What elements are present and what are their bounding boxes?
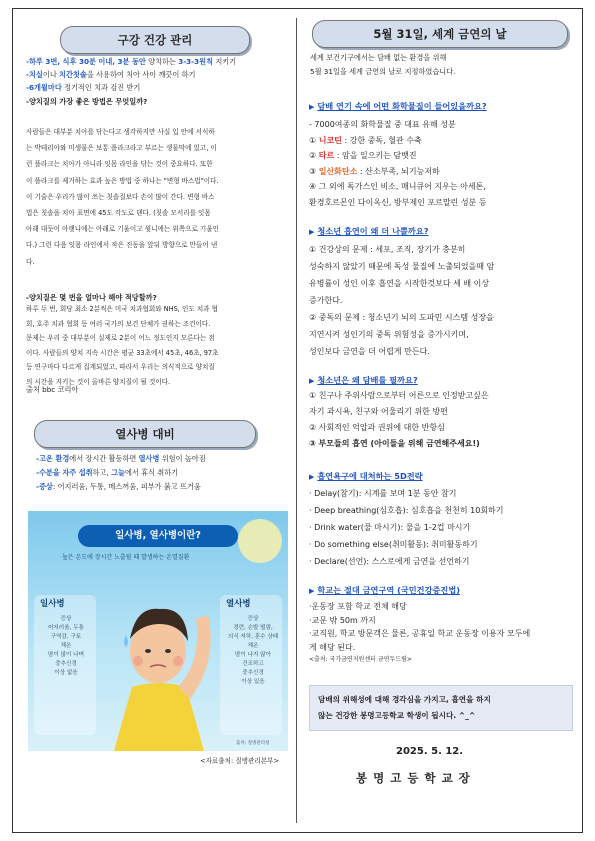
school-rule-line: ·교직원, 학교 방문객은 물론, 공휴일 학교 운동장 이용자 모두에: [309, 629, 531, 638]
heatstroke-symptom: 건조하고: [242, 661, 264, 667]
school-source: <출처: 국가금연지원센터 금연두드림>: [309, 656, 412, 663]
heat-tip-2-b: 하고,: [92, 468, 112, 477]
triangle-icon: ▶: [309, 377, 315, 385]
sunstroke-label: 일사병: [40, 599, 65, 609]
chemical-line: [309, 196, 487, 210]
heatstroke-symptom: 증상: [247, 616, 259, 622]
oral-tip-2-rest: 이나: [42, 70, 60, 79]
sunstroke-symptom: 땀이 많이 나며: [48, 652, 84, 658]
oral-tip-3-hl: -6개월마다: [26, 83, 62, 92]
school-rule-line: 게 해당 된다.: [309, 642, 356, 652]
heatstroke-symptom: 이상 있음: [241, 679, 265, 685]
heatstroke-title-text: 열사병 대비: [115, 427, 175, 441]
strategy-5d-line: · Declare(선언): 스스로에게 금연을 선언하기: [309, 557, 470, 566]
question-brushing-method: -양치질의 가장 좋은 방법은 무엇일까?: [26, 97, 148, 106]
youth-harm-line: ① 건강상의 문제 : 세포, 조직, 장기가 충분히: [309, 245, 466, 254]
chemical-line-post: : 암을 일으키는 담뱃진: [334, 151, 417, 160]
paragraph1-line: 사람들은 대부분 치아를 닦는다고 생각하지만 사실 입 안에 서식하: [26, 128, 215, 136]
paragraph2-line: 이다. 사람들의 양치 지속 시간은 평균 33초에서 45초, 46초, 97초: [26, 348, 219, 357]
oral-tip-2-hl2: 치간칫솔: [59, 70, 87, 79]
oral-source: 출처 bbc 코리아: [26, 385, 79, 394]
heat-tip-1-a: -고온 환경: [36, 454, 70, 463]
triangle-icon: ▶: [309, 587, 315, 595]
section-school-heading-text: 학교는 절대 금연구역 (국민건강증진법): [317, 585, 460, 595]
chemical-line-pre: ②: [309, 151, 319, 160]
oral-tip-3-rest: 정기적인 치과 검진 받기: [61, 83, 141, 92]
oral-tip-2: [26, 70, 195, 81]
school-rule-line: ·운동장 포함 학교 전체 해당: [309, 602, 407, 611]
chemical-line-pre: - 7000여종의 화학물질 중 대표 유해 성분: [309, 120, 456, 129]
sunstroke-symptom: 구역감, 구토: [50, 634, 82, 640]
no-smoking-day-title: [312, 20, 568, 48]
infographic-title: 일사병, 열사병이란?: [78, 525, 238, 547]
question-brushing-frequency: -양치질은 몇 번을 얼마나 해야 적당할까?: [26, 293, 157, 302]
paragraph2-line: 회, 호주 치과 협회 등 여러 국가의 보건 단체가 권하는 조건이다.: [26, 319, 211, 328]
heat-tip-3: [36, 482, 201, 493]
chemical-line: [309, 180, 486, 194]
paragraph1-line: 런 플라크는 치아가 아니라 잇몸 라인을 닦는 것이 중요하다. 또한: [26, 160, 213, 169]
paragraph1-line: 이 기술은 우리가 많이 쓰는 칫솔질보다 손이 많이 간다. 변형 바스: [26, 192, 215, 201]
strategy-5d-line: · Delay(참기): 시계를 보며 1분 동안 참기: [309, 489, 457, 498]
section-5d-heading: [309, 471, 423, 482]
section-chemicals-heading-text: 담배 연기 속에 어떤 화학물질이 들어있을까요?: [317, 101, 487, 111]
chemical-line-hl: 일산화탄소: [318, 166, 358, 176]
oral-tip-1-hl: -하루 3번, 식후 30분 이내, 3분 동안: [26, 57, 146, 66]
paragraph2-line: 등 연구마다 다르게 집계되었고, 따라서 우리는 의식적으로 양치질: [26, 363, 215, 372]
youth-harm-line: ② 중독의 문제 : 청소년기 뇌의 도파민 시스템 성장을: [309, 313, 494, 322]
heat-tip-3-a: -증상: [36, 482, 53, 491]
oral-health-title-text: 구강 건강 관리: [117, 33, 193, 47]
chemical-line: [309, 165, 440, 179]
heatstroke-symptom: 체온: [247, 643, 259, 649]
heatstroke-symptom: 중추신경: [242, 670, 264, 676]
paragraph1-line: 법은 칫솔을 치아 표면에 45도 각도로 댄다. (칫솔 모서리를 잇몸: [26, 209, 211, 217]
principal-signature: 봉 명 고 등 학 교 장: [356, 771, 471, 785]
paragraph1-line: 다.) 그런 다음 잇몸 라인에서 작은 진동을 앞뒤 방향으로 만들어 낸: [26, 241, 218, 250]
youth-harm-line: 증가한다.: [309, 296, 343, 305]
heat-tip-1-c: 열사병: [138, 454, 160, 463]
chemical-line: [309, 134, 422, 148]
youth-harm-line: 지연시켜 성인기의 중독 위험성을 증가시키며,: [309, 330, 469, 339]
oral-health-title: [60, 26, 250, 54]
heat-tip-2: [36, 468, 178, 479]
chemical-line-pre: ④ 그 외에 독가스인 비소, 매니큐어 지우는 아세톤,: [309, 182, 486, 191]
sweat-drop-icon: [124, 635, 128, 647]
heat-tip-1-d: 위험이 높아짐: [159, 454, 206, 463]
section-youth-heading-text: 청소년 흡연이 왜 더 나쁠까요?: [317, 226, 429, 236]
closing-note-box: [309, 685, 573, 731]
paragraph2-line: 의 시간을 지키는 것이 올바른 양치질이 될 것이다.: [26, 378, 171, 386]
sun-icon: [238, 519, 282, 563]
sunstroke-symptom: 어지러움, 두통: [48, 625, 84, 631]
heat-tip-1: [36, 454, 206, 465]
sunstroke-symptom: 체온: [60, 643, 72, 649]
strategy-5d-line: · Deep breathing(심호흡): 심호흡을 천천히 10회하기: [309, 506, 504, 515]
paragraph1-line: 는 박테리아와 미생물은 보통 플라크라고 부르는 생물막에 있고, 이: [26, 144, 217, 153]
heatstroke-label: 열사병: [226, 599, 251, 609]
triangle-icon: ▶: [309, 228, 315, 236]
chemical-line-hl: 타르: [318, 151, 335, 160]
youth-harm-line: 성인보다 금연을 더 어렵게 만든다.: [309, 347, 430, 356]
chemical-line-post: : 강한 중독, 혈관 수축: [341, 135, 422, 145]
intro-line-1: 세계 보건기구에서는 담배 없는 환경을 위해: [310, 53, 447, 62]
oral-tip-1-rest2: 지키기: [213, 57, 237, 66]
sunstroke-symptom: 중추신경: [55, 661, 77, 667]
chemical-line-pre: 환경호르몬인 다이옥신, 방부제인 포르말린 성분 등: [309, 197, 487, 207]
oral-tip-2-rest2: 을 사용하여 치아 사이 깨끗이 하기: [86, 70, 196, 79]
triangle-icon: ▶: [309, 473, 315, 481]
paragraph1-line: 다.: [26, 257, 35, 266]
section-chemicals-heading: [309, 101, 487, 112]
closing-note-line-2: 않는 건강한 봉명고등학교 학생이 됩시다. ^_^: [318, 711, 476, 720]
paragraph1-line: 아래 대듯이 아랫니에는 아래로 기울이고 윗니에는 위쪽으로 기울인: [26, 225, 220, 234]
triangle-icon: ▶: [309, 103, 315, 111]
intro-line-2: 5월 31일을 세계 금연의 날로 지정하였습니다.: [310, 67, 456, 76]
school-rule-line: ·교문 밖 50m 까지: [309, 615, 376, 625]
paragraph2-line: 문제는 우리 중 대부분이 실제로 2분이 어느 정도인지 모른다는 점: [26, 334, 215, 343]
heat-tip-1-b: 에서 장시간 활동하면: [69, 454, 139, 463]
no-smoking-day-title-text: 5월 31일, 세계 금연의 날: [373, 27, 507, 41]
heat-tip-2-a: -수분을 자주 섭취: [36, 468, 93, 477]
closing-note-line-1: 담배의 위해성에 대해 경각심을 가지고, 흡연을 하지: [318, 695, 491, 704]
infographic-credit: 출처: 질병관리청: [236, 741, 270, 746]
heatstroke-symptom: 의식 저하, 혼수 상태: [227, 634, 279, 640]
heat-tip-2-d: 에서 휴식 취하기: [124, 468, 179, 477]
youth-harm-line: 유병률이 성인 이후 흡연을 시작한것보다 세 배 이상: [309, 279, 490, 288]
parents-smoking-line: ③ 부모들의 흡연 (아이들을 위해 금연해주세요!): [309, 439, 480, 448]
sunstroke-symptom: 이상 없음: [54, 670, 78, 676]
youth-harm-line: 성숙하지 않았기 때문에 독성 물질에 노출되었을때 암: [309, 262, 495, 271]
strategy-5d-line: · Do something else(취미활동): 취미활동하기: [309, 540, 478, 549]
heat-tip-3-b: : 어지러움, 두통, 메스꺼움, 피부가 붉고 뜨거움: [52, 482, 201, 491]
paragraph2-line: 하루 두 번, 회당 최소 2분씩은 미국 치과협회와 NHS, 인도 치과 협: [26, 305, 219, 313]
section-school-heading: [309, 585, 460, 596]
oral-tip-1-hl2: 3-3-3원칙: [178, 57, 214, 66]
chemical-line-pre: ①: [309, 135, 319, 145]
section-why-heading-text: 청소년은 왜 담배를 필까요?: [317, 375, 418, 385]
heat-tip-2-c: 그늘: [111, 468, 125, 477]
heatstroke-symptom: 경련, 손발 떨림,: [233, 625, 273, 631]
section-5d-heading-text: 흡연욕구에 대처하는 5D전략: [317, 471, 423, 481]
strategy-5d-line: · Drink water(물 마시기): 물을 1-2컵 마시기: [309, 523, 471, 532]
paragraph1-line: 이 플라크를 제거하는 효과 높은 방법 중 하나는 "변형 바스법"이다.: [26, 176, 219, 185]
chemical-line-post: : 산소부족, 뇌기능저하: [357, 166, 440, 176]
chemical-line-hl: 니코틴: [318, 135, 342, 145]
oral-tip-1-rest: 양치하는: [145, 57, 179, 66]
chemical-line: [309, 149, 417, 163]
infographic-subtitle: 높은 온도에 장시간 노출될 때 발생하는 온열질환: [62, 554, 190, 561]
infographic-caption: <자료출처: 질병관리본부>: [200, 757, 280, 765]
section-youth-heading: [309, 226, 428, 237]
heatstroke-title: [34, 420, 256, 448]
chemical-line-pre: ③: [309, 166, 319, 176]
column-divider: [296, 18, 297, 823]
heatstroke-infographic: [28, 511, 288, 751]
why-smoke-line: 자기 과시욕, 친구와 어울리기 위한 방편: [309, 407, 448, 416]
sunstroke-symptom: 증상: [60, 616, 72, 622]
chemical-line: [309, 118, 456, 132]
oral-tip-3: [26, 83, 140, 94]
heatstroke-symptom: 땀이 나지 않아: [235, 652, 271, 658]
section-why-heading: [309, 375, 418, 386]
oral-tip-1: [26, 57, 236, 68]
why-smoke-line: ① 친구나 주위사람으로부터 어른으로 인정받고싶은: [309, 391, 489, 400]
date: 2025. 5. 12.: [396, 746, 464, 757]
why-smoke-line: ② 사회적인 억압과 권위에 대한 반항심: [309, 423, 445, 432]
oral-tip-2-hl: -치실: [26, 70, 43, 79]
